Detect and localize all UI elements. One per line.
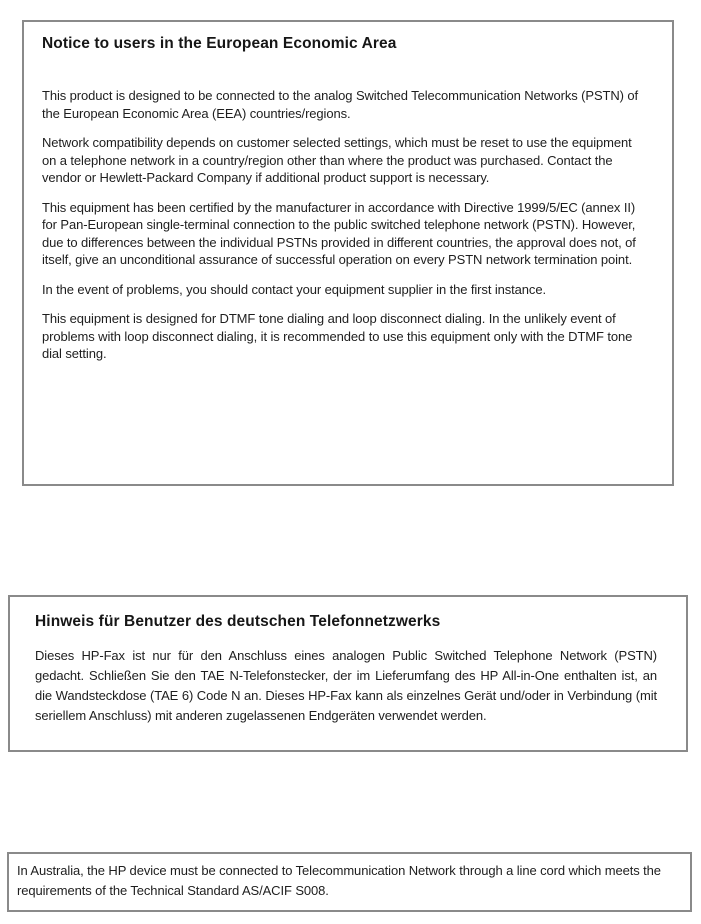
eea-notice-title: Notice to users in the European Economic Area [42, 35, 397, 52]
german-notice-box [8, 595, 688, 752]
german-paragraph: Dieses HP-Fax ist nur für den Anschluss eines analogen Public Switched Telephone Network (PSTN) gedacht. Schließen Sie den TAE N-Telefonstecker, der im Lieferumfang des HP All-in-One enthalten ist, an die Wandsteckdose (TAE 6) Code N an. Dieses HP-Fax kann als einzelnes Gerät und/oder in Verbindung (mit seriellem Anschluss) mit anderen zugelassenen Endgeräten verwendet werden. [35, 648, 657, 723]
eea-paragraph-4: In the event of problems, you should contact your equipment supplier in the first instance. [42, 281, 546, 297]
eea-paragraph-2: Network compatibility depends on customer selected settings, which must be reset to use the equipment on a telephone network in a country/region other than where the product was purchased. Contact the vendor or Hewlett-Packard Company if additional product support is necessary. [42, 135, 632, 185]
eea-paragraph-3: This equipment has been certified by the manufacturer in accordance with Directive 1999/5/EC (annex II) for Pan-European single-terminal connection to the public switched telephone network (PSTN). However, due to differences between the individual PSTNs provided in different countries, the approval does not, of itself, give an unconditional assurance of successful operation on every PSTN network termination point. [42, 199, 636, 267]
eea-paragraph-5: This equipment is designed for DTMF tone dialing and loop disconnect dialing. In the unlikely event of problems with loop disconnect dialing, it is recommended to use this equipment only with the DTMF tone dial setting. [42, 311, 633, 361]
australia-notice-box [7, 852, 692, 912]
german-notice-title: Hinweis für Benutzer des deutschen Telefonnetzwerks [35, 613, 441, 630]
eea-notice-box [22, 20, 674, 486]
australia-paragraph: In Australia, the HP device must be connected to Telecommunication Network through a line cord which meets the requirements of the Technical Standard AS/ACIF S008. [17, 863, 661, 898]
eea-paragraph-1: This product is designed to be connected to the analog Switched Telecommunication Networks (PSTN) of the European Economic Area (EEA) countries/regions. [42, 88, 639, 121]
